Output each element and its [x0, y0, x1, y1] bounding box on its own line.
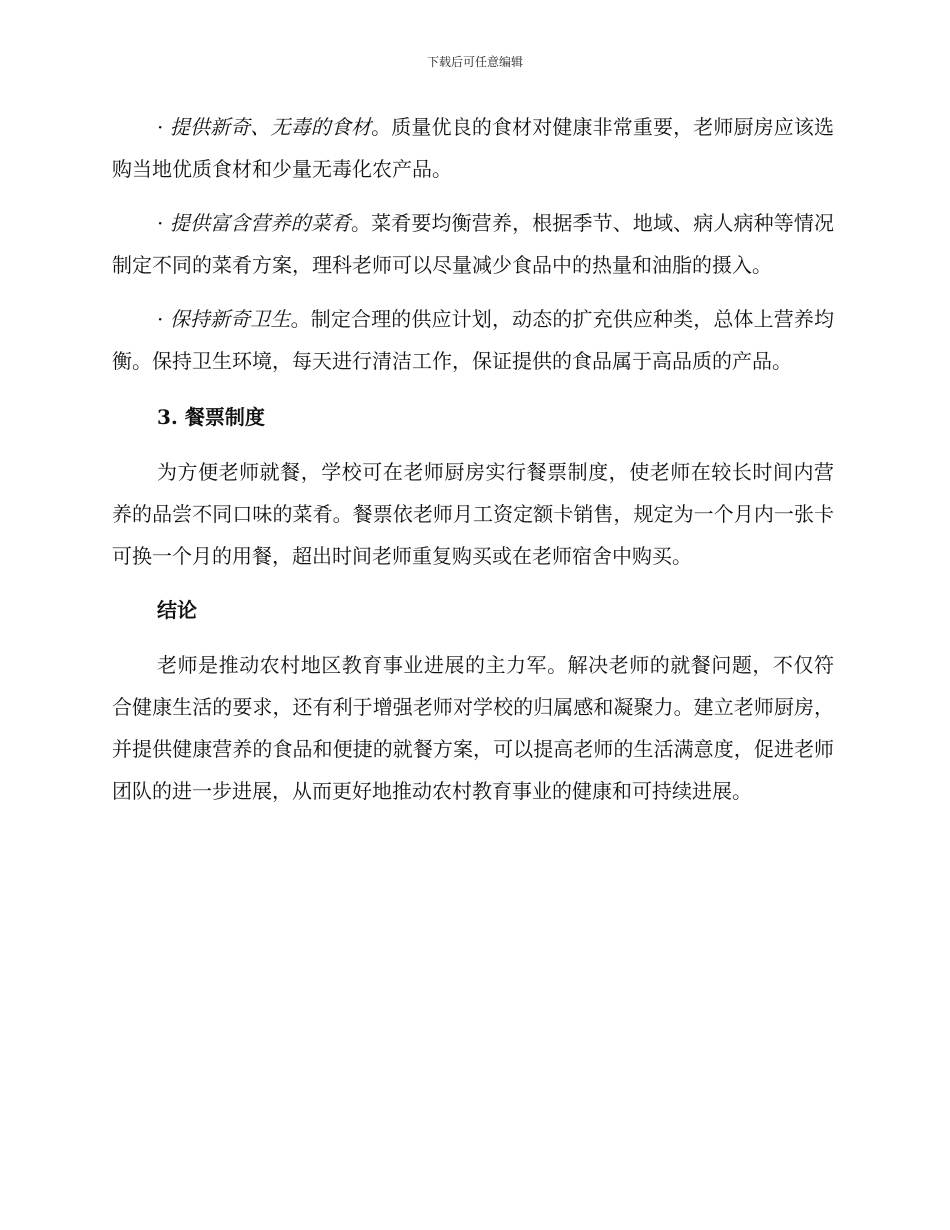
bullet-body: 。菜肴要均衡营养，根据季节、地域、病人病种等情况制定不同的菜肴方案，理科老师可以尽量减少食品中的热量和油脂的摄入。: [112, 211, 835, 277]
conclusion-paragraph: 老师是推动农村地区教育事业进展的主力军。解决老师的就餐问题，不仅符合健康生活的要求，还有利于增强老师对学校的归属感和凝聚力。建立老师厨房，并提供健康营养的食品和便捷的就餐方案，可以提高老师的生活满意度，促进老师团队的进一步进展，从而更好地推动农村教育事业的健康和可持续进展。: [112, 653, 834, 803]
bullet-fresh-ingredients: [112, 106, 834, 190]
bullet-body: 。质量优良的食材对健康非常重要，老师厨房应该选购当地优质食材和少量无毒化农产品。: [112, 115, 835, 181]
bullet-marker: ·: [157, 307, 170, 331]
meal-ticket-paragraph: 为方便老师就餐，学校可在老师厨房实行餐票制度，使老师在较长时间内营养的品尝不同口味的菜肴。餐票依老师月工资定额卡销售，规定为一个月内一张卡可换一个月的用餐，超出时间老师重复购买或在老师宿舍中购买。: [112, 460, 834, 568]
page-header: 下载后可任意编辑: [426, 55, 523, 69]
bullet-hygiene: [112, 298, 834, 382]
section-heading-conclusion: 结论: [157, 598, 197, 622]
bullet-lead: 提供富含营养的菜肴: [169, 211, 352, 235]
document-body: [112, 106, 834, 812]
bullet-body: 。制定合理的供应计划，动态的扩充供应种类，总体上营养均衡。保持卫生环境，每天进行清洁工作，保证提供的食品属于高品质的产品。: [112, 307, 835, 373]
bullet-nutritious-dishes: [112, 202, 834, 286]
section-heading-meal-ticket: 3. 餐票制度: [157, 405, 265, 429]
bullet-marker: ·: [157, 211, 170, 235]
bullet-lead: 提供新奇、无毒的食材: [169, 115, 372, 139]
bullet-marker: ·: [157, 115, 170, 139]
bullet-lead: 保持新奇卫生: [169, 307, 291, 331]
